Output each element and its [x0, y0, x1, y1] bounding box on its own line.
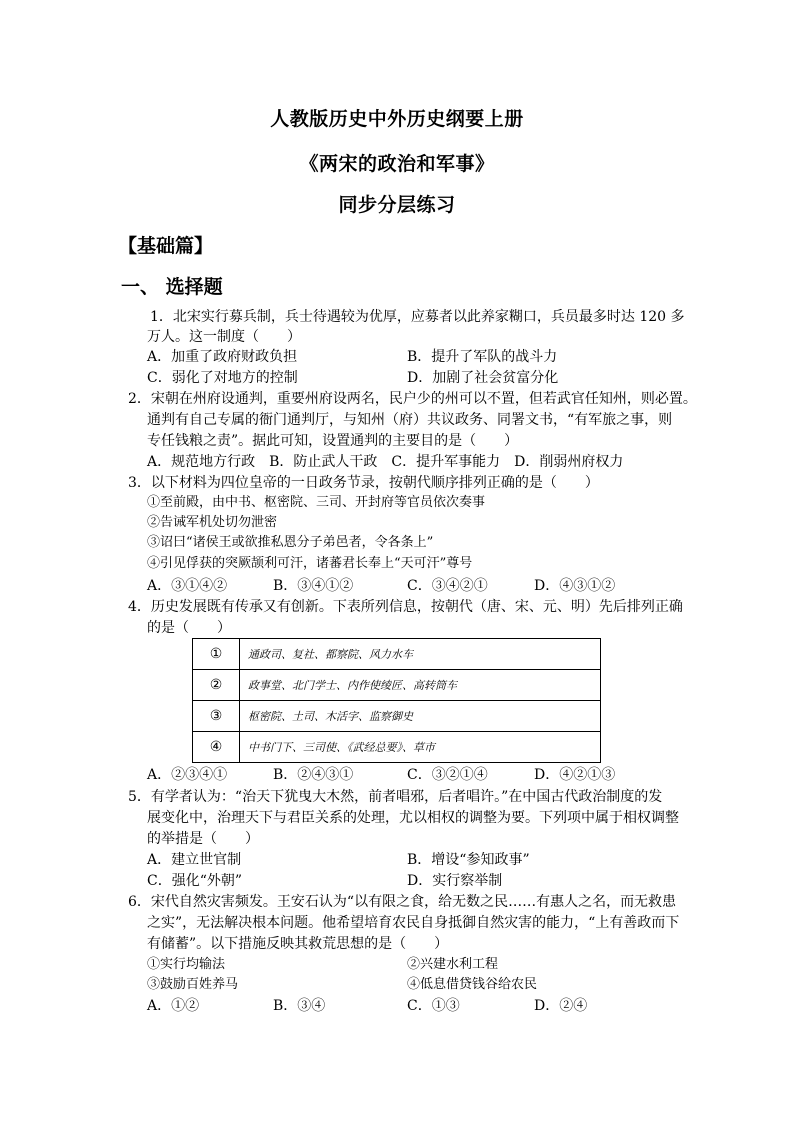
- q4-option-b: B．②④③①: [273, 767, 354, 783]
- q3-material-4: ④引见俘获的突厥颉利可汗，诸蕃君长奉上“天可汗”尊号: [147, 556, 473, 571]
- q4-info-table: [192, 638, 601, 763]
- q4-stem-line2: 的是（ ）: [147, 620, 231, 636]
- doc-title: 人教版历史中外历史纲要上册: [270, 108, 524, 130]
- q6-stem-line1: 6．宋代自然灾害频发。王安石认为“以有限之食，给无数之民……有惠人之名，而无救患: [128, 894, 677, 910]
- q5-stem-line3: 的举措是（ ）: [147, 831, 259, 847]
- q6-measure-3: ③鼓励百姓养马: [147, 977, 239, 992]
- q5-option-c: C．强化“外朝”: [147, 873, 243, 889]
- table-row-text: 中书门下、三司使、《武经总要》、草市: [240, 732, 601, 763]
- q3-option-b: B．③④①②: [273, 578, 354, 594]
- q6-stem-line3: 有储蓄”。以下措施反映其救荒思想的是（ ）: [147, 936, 449, 952]
- table-row-number: ②: [193, 670, 240, 701]
- q6-option-d: D．②④: [534, 998, 588, 1014]
- table-row: [193, 701, 601, 732]
- q3-material-3: ③诏曰“诸侯王或欲推私恩分子弟邑者，令各条上”: [147, 535, 434, 550]
- section-part-heading: 一、 选择题: [121, 276, 223, 298]
- q1-option-d: D．加剧了社会贫富分化: [407, 370, 559, 386]
- doc-subtitle: 同步分层练习: [338, 194, 456, 216]
- q1-stem-line2: 万人。这一制度（ ）: [147, 329, 301, 345]
- q6-stem-line2: 之实”，无法解决根本问题。他希望培育农民自身抵御自然灾害的能力，“上有善政而下: [147, 915, 680, 931]
- q2-stem-line3: 专任钱粮之责”。据此可知，设置通判的主要目的是（ ）: [147, 433, 519, 449]
- table-row-number: ④: [193, 732, 240, 763]
- q6-measure-1: ①实行均输法: [147, 957, 226, 972]
- q1-option-b: B．提升了军队的战斗力: [407, 349, 558, 365]
- q3-option-d: D．④③①②: [534, 578, 616, 594]
- table-row-text: 枢密院、土司、木活字、监察御史: [240, 701, 601, 732]
- q1-stem-line1: 1．北宋实行募兵制，兵士待遇较为优厚，应募者以此养家糊口，兵员最多时达 120 多: [150, 309, 685, 325]
- q3-stem-line1: 3．以下材料为四位皇帝的一日政务节录，按朝代顺序排列正确的是（ ）: [128, 475, 599, 491]
- q6-measure-4: ④低息借贷钱谷给农民: [407, 977, 538, 992]
- q1-option-a: A．加重了政府财政负担: [147, 349, 298, 365]
- q5-stem-line1: 5．有学者认为：“治天下犹曳大木然，前者唱邪，后者唱许。”在中国古代政治制度的发: [128, 789, 663, 805]
- q3-material-2: ②告诫军机处切勿泄密: [147, 515, 278, 530]
- q3-option-c: C．③④②①: [407, 578, 488, 594]
- q4-option-d: D．④②①③: [534, 767, 616, 783]
- q5-option-a: A．建立世官制: [147, 852, 242, 868]
- q6-option-c: C．①③: [407, 998, 460, 1014]
- q6-option-b: B．③④: [273, 998, 326, 1014]
- q5-stem-line2: 展变化中，治理天下与君臣关系的处理，尤以相权的调整为要。下列项中属于相权调整: [147, 810, 679, 826]
- doc-lesson-title: 《两宋的政治和军事》: [299, 153, 495, 175]
- q4-stem-line1: 4．历史发展既有传承又有创新。下表所列信息，按朝代（唐、宋、元、明）先后排列正确: [128, 599, 683, 615]
- q5-option-d: D．实行察举制: [407, 873, 503, 889]
- table-row-text: 通政司、复社、都察院、风力水车: [240, 639, 601, 670]
- q5-option-b: B．增设“参知政事”: [407, 852, 530, 868]
- q3-option-a: A．③①④②: [147, 578, 228, 594]
- table-row: [193, 732, 601, 763]
- q2-options: A．规范地方行政 B．防止武人干政 C．提升军事能力 D．削弱州府权力: [147, 454, 624, 470]
- table-row: [193, 670, 601, 701]
- q3-material-1: ①至前殿，由中书、枢密院、三司、开封府等官员依次奏事: [147, 495, 486, 510]
- table-row-number: ③: [193, 701, 240, 732]
- q6-option-a: A．①②: [147, 998, 200, 1014]
- q1-option-c: C．弱化了对地方的控制: [147, 370, 298, 386]
- q6-measure-2: ②兴建水利工程: [407, 957, 499, 972]
- q2-stem-line2: 通判有自己专属的衙门通判厅，与知州（府）共议政务、同署文书，“有军旅之事，则: [147, 412, 673, 428]
- q2-stem-line1: 2．宋朝在州府设通判，重要州府设两名，民户少的州可以不置，但若武官任知州，则必置。: [128, 391, 697, 407]
- table-row: [193, 639, 601, 670]
- table-row-text: 政事堂、北门学士、内作使绫匠、高转筒车: [240, 670, 601, 701]
- q4-option-a: A．②③④①: [147, 767, 228, 783]
- table-row-number: ①: [193, 639, 240, 670]
- section-level-heading: 【基础篇】: [118, 235, 214, 257]
- q4-option-c: C．③②①④: [407, 767, 488, 783]
